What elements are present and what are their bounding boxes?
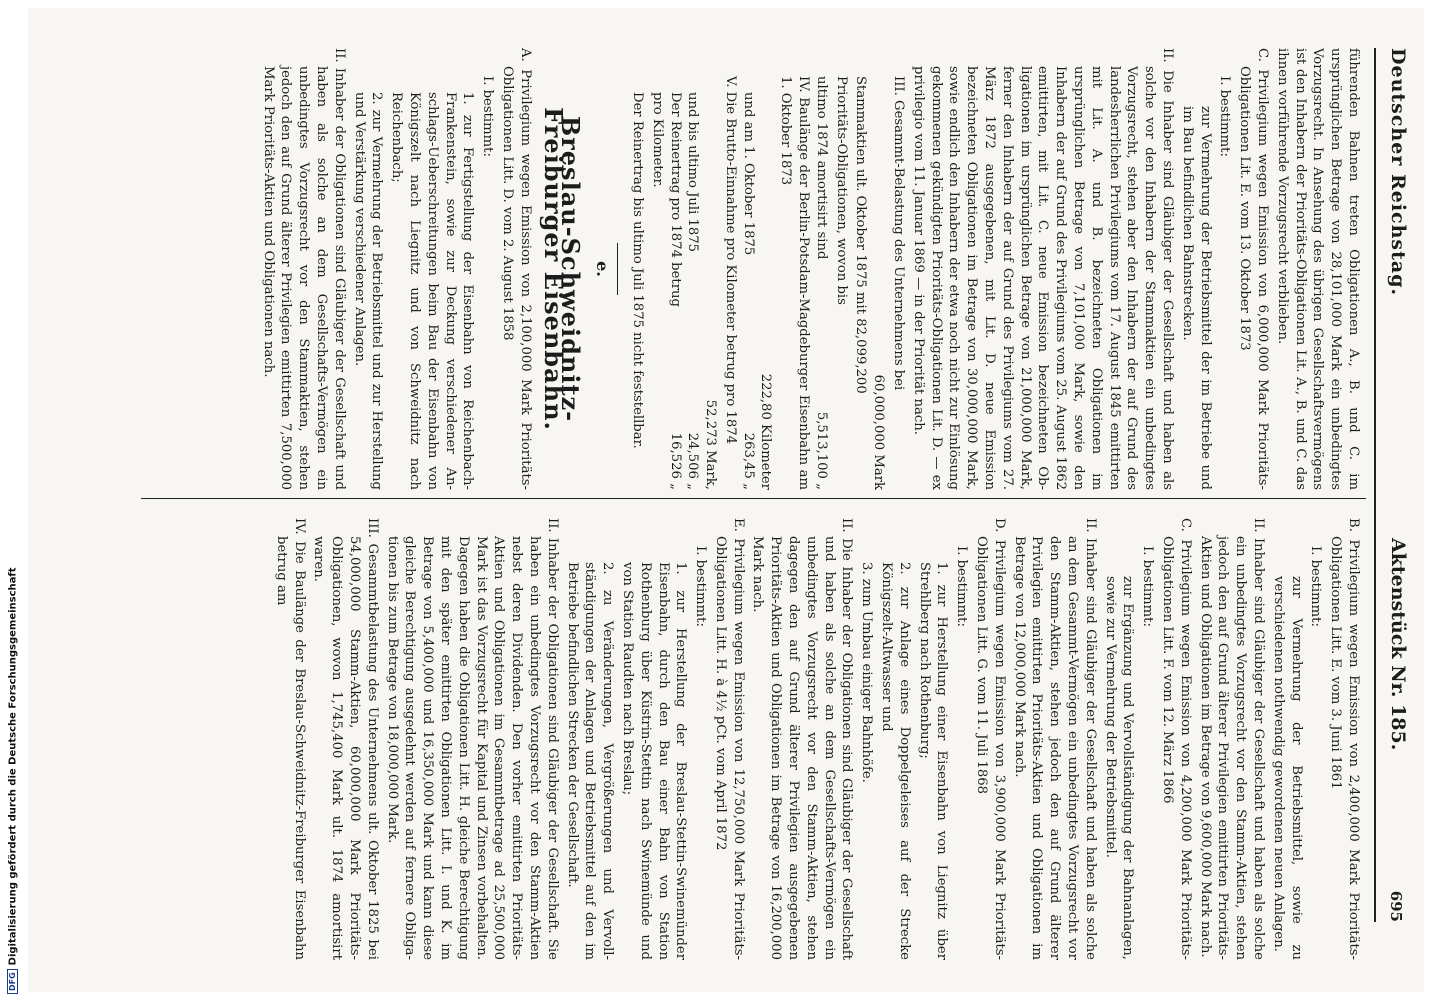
left-column — [257, 48, 1362, 490]
dfg-logo-icon: DFG — [7, 969, 18, 994]
paragraph: zur Vermehrung der Betriebsmittel, sowie zu verschiedenen nothwendig gewordenen neuen Anlagen. — [1270, 576, 1304, 960]
figure-row: 52,273 Mark, — [703, 399, 719, 490]
item-label: I. bestimmt: — [1308, 546, 1324, 627]
document-page — [108, 8, 1424, 992]
item-label: I. bestimmt: — [954, 546, 970, 627]
paragraph: Der Reinertrag bis ultimo Juli 1875 nicht feststellbar. — [629, 92, 645, 449]
digitization-strip — [0, 0, 28, 1000]
figure-row: Der Reinertrag pro 1874 betrug 16,526 „ — [667, 92, 683, 490]
paragraph: 3. zum Umbau einiger Bahnhöfe. — [859, 562, 875, 783]
figure-row: 60,000,000 Mark — [871, 374, 887, 490]
section-c-heading: C. Privilegium wegen Emission von 6,000,000 Mark Prioritäts-Obligationen Lit. E. vom 13. Oktober 1873 — [1237, 48, 1271, 490]
paragraph: 1. zur Herstellung einer Eisenbahn von Liegnitz über Strehlberg nach Rothenburg; — [916, 562, 950, 960]
paragraph: pro Kilometer. — [649, 92, 665, 188]
paragraph: II. Inhaber der Obligationen sind Gläubiger der Gesellschaft. Sie haben ein unbedingtes Vorzugsrecht vor den Stamm-Aktien nebst deren Dividenden. Den vorher emittirten Prioritäts-Aktien und Obligationen im Gesammtbetrage ad 25,500,000 Mark ist das Vorzugsrecht für Kapital und Zinsen vorbehalten. Dagegen haben die Obligationen Litt. H. gleiche Berechtigung mit den später emittirten Obligationen Litt. I. und K. im Betrage von 5,400,000 und 16,350,000 Mark und kann diese gleiche Berechtigung ausgedehnt werden auf fernere Obligationen bis zum Betrage von 18,000,000 Mark. — [384, 518, 560, 960]
paragraph: 2. zu Veränderungen, Vergrößerungen und Vervollständigungen der Anlagen und Betriebsmittel auf den im Betriebe befindlichen Strecken der Gesellschaft. — [564, 562, 616, 960]
document-number: Aktenstück Nr. 185. — [1387, 538, 1409, 751]
section-b-heading: B. Privilegium wegen Emission von 2,400,000 Mark Prioritäts-Obligationen Litt. E. vom 3. Juni 1861 — [1328, 518, 1361, 960]
paragraph: II. Inhaber sind Gläubiger der Gesellschaft und haben als solche ein unbedingtes Vorzugsrecht vor den Stamm-Aktien, stehen jedoch den auf Grund älterer Privilegien emittirten Prioritäts-Aktien und Obligationen im Betrage von 9,600,000 Mark nach. — [1197, 518, 1267, 960]
section-title: Breslau-Schweidnitz-Freiburger Eisenbahn. — [538, 107, 586, 431]
item-label: I. bestimmt: — [1217, 76, 1233, 157]
paragraph: 2. zur Vermehrung der Betriebsmittel und zur Herstellung und Verstärkung verschiedener Anlagen. — [351, 92, 385, 490]
figure-row: und am 1. Oktober 1875 263,45 „ — [740, 92, 756, 490]
paragraph: zur Vermehrung der Betriebsmittel der im Betriebe und im Bau befindlichen Bahnstrecken. — [1179, 106, 1213, 490]
paragraph: zur Ergänzung und Vervollständigung der Bahnanlagen, sowie zur Vermehrung der Betriebsmittel. — [1102, 576, 1136, 960]
paragraph: III. Gesammtbelastung des Unternehmens ult. Oktober 1825 bei 54,000,000 Stamm-Aktien, 60,000,000 Mark Prioritäts-Obligationen, wovon 1,745,400 Mark ult. 1874 amortisirt waren. — [311, 518, 380, 960]
paragraph: II. Inhaber sind Gläubiger der Gesellschaft und haben als solche an dem Gesammt-Vermögen ein unbedingtes Vorzugsrecht vor den Stamm-Aktien, stehen jedoch den auf Grund älterer Privilegien emittirten Prioritäts-Aktien und Obligationen im Betrage von 12,000,000 Mark nach. — [1011, 518, 1098, 960]
section-c-heading: C. Privilegium wegen Emission von 4,200,000 Mark Prioritäts-Obligationen Litt. F. vom 12. März 1866 — [1160, 518, 1193, 960]
item-label: V. Die Brutto-Einnahme pro Kilometer betrug pro 1874 — [722, 76, 738, 445]
paragraph: Stammaktien ult. Oktober 1875 mit 82,099,200 — [853, 76, 869, 394]
page-number: 695 — [1387, 890, 1405, 922]
column-divider — [141, 498, 1366, 499]
paragraph: Prioritäts-Obligationen, wovon bis — [833, 76, 849, 305]
section-d-heading: D. Privilegium wegen Emission von 3,900,000 Mark Prioritäts-Obligationen Litt. G. vom 11. Juli 1868 — [974, 518, 1007, 960]
figure-row: 222,80 Kilometer — [758, 373, 774, 490]
paragraph: führenden Bahnen treten Obligationen A., B. und C. im ursprünglichen Betrage von 28,101,000 Mark ein unbedingtes Vorzugsrecht. In Ansehung des übrigen Gesellschaftsvermögens ist den Inhabern der Prioritäts-Obligationen Lit. A., B. und C. das ihnen vorführende Vorzugsrecht verblieben. — [1274, 48, 1361, 490]
section-divider — [617, 243, 618, 295]
figure-row: ultimo 1874 amortisirt sind 5,513,100 „ — [813, 76, 829, 490]
item-label: I. bestimmt: — [480, 76, 496, 157]
section-e-heading: E. Privilegium wegen Emission von 12,750,000 Mark Prioritäts-Obligationen Litt. H. à 4½ pCt. vom April 1872 — [712, 518, 746, 960]
section-mark: e. — [593, 261, 613, 277]
item-label: I. bestimmt: — [693, 546, 709, 627]
section-a-heading: A. Privilegium wegen Emission von 2,100,000 Mark Prioritäts-Obligationen Litt. D. vom 2. August 1858 — [499, 48, 533, 490]
digitization-note: DFGDigitalisierung gefördert durch die Deutsche Forschungsgemeinschaft — [7, 567, 19, 994]
right-column — [270, 518, 1362, 960]
journal-title: Deutscher Reichstag. — [1387, 48, 1409, 297]
page-header — [1374, 48, 1409, 922]
paragraph: 1. zur Herstellung der Breslau-Stettin-Swinemünder Eisenbahn, durch den Bau einer Bahn von Station Rothenburg über Küstrin-Stettin nach Swinemünde und von Station Raudten nach Breslau; — [619, 562, 689, 960]
item-label: I. bestimmt: — [1140, 546, 1156, 627]
paragraph: IV. Die Baulänge der Breslau-Schweidnitz-Freiburger Eisenbahn betrug am — [273, 518, 307, 960]
paragraph: II. Inhaber der Obligationen sind Gläubiger der Gesellschaft und haben als solche an dem Gesellschafts-Vermögen ein unbedingtes Vorzugsrecht vor den Stammaktien, stehen jedoch den auf Grund älterer Privilegien emittirten 7,500,000 Mark Prioritäts-Aktien und Obligationen nach. — [260, 48, 347, 490]
paragraph: II. Die Inhaber der Obligationen sind Gläubiger der Gesellschaft und haben als solche an dem Gesellschafts-Vermögen ein unbedingtes Vorzugsrecht vor den Stamm-Aktien, stehen dagegen den auf Grund älterer Privilegien ausgegebenen Prioritäts-Aktien und Obligationen im Betrage von 16,200,000 Mark nach. — [750, 518, 855, 960]
paragraph: 1. zur Fertigstellung der Eisenbahn von Reichenbach-Frankenstein, sowie zur Deckung verschiedener Anschlags-Ueberschreitungen beim Bau der Eisenbahn von Königszelt nach Liegnitz und von Schweidnitz nach Reichenbach; — [389, 92, 476, 490]
paragraph: II. Die Inhaber sind Gläubiger der Gesellschaft und haben als solche vor den Inhabern der Stammaktien ein unbedingtes Vorzugsrecht, stehen aber den Inhabern der auf Grund des landesherrlichen Privilegiums vom 17. August 1845 emittirten mit Lit. A. und B. bezeichneten Obligationen im ursprünglichen Betrage von 7,101,000 Mark, sowie den Inhabern der auf Grund des Privilegiums vom 25. August 1862 emittirten, mit Lit. C. neue Emission bezeichneten Obligationen im ursprünglichen Betrage von 21,000,000 Mark, ferner den Inhabern der auf Grund des Privilegiums vom 27. März 1872 ausgegebenen, mit Lit. D. neue Emission bezeichneten Obligationen im Betrage von 30,000,000 Mark, sowie endlich den Inhabern der etwa noch nicht zur Einlösung gekommenen gekündigten Prioritäts-Obligationen Lit. D. — ex privilegio vom 11. Januar 1869 — in der Priorität nach. — [910, 48, 1176, 490]
paragraph: 2. zur Anlage eines Doppelgeleises auf der Strecke Königszelt-Altwasser und — [879, 562, 912, 960]
item-label: IV. Baulänge der Berlin-Potsdam-Magdeburger Eisenbahn am 1. Oktober 1873 — [778, 76, 812, 490]
figure-row: und bis ultimo Juli 1875 24,506 „ — [685, 92, 701, 490]
item-label: III. Gesammt-Belastung des Unternehmens bei — [891, 76, 907, 391]
